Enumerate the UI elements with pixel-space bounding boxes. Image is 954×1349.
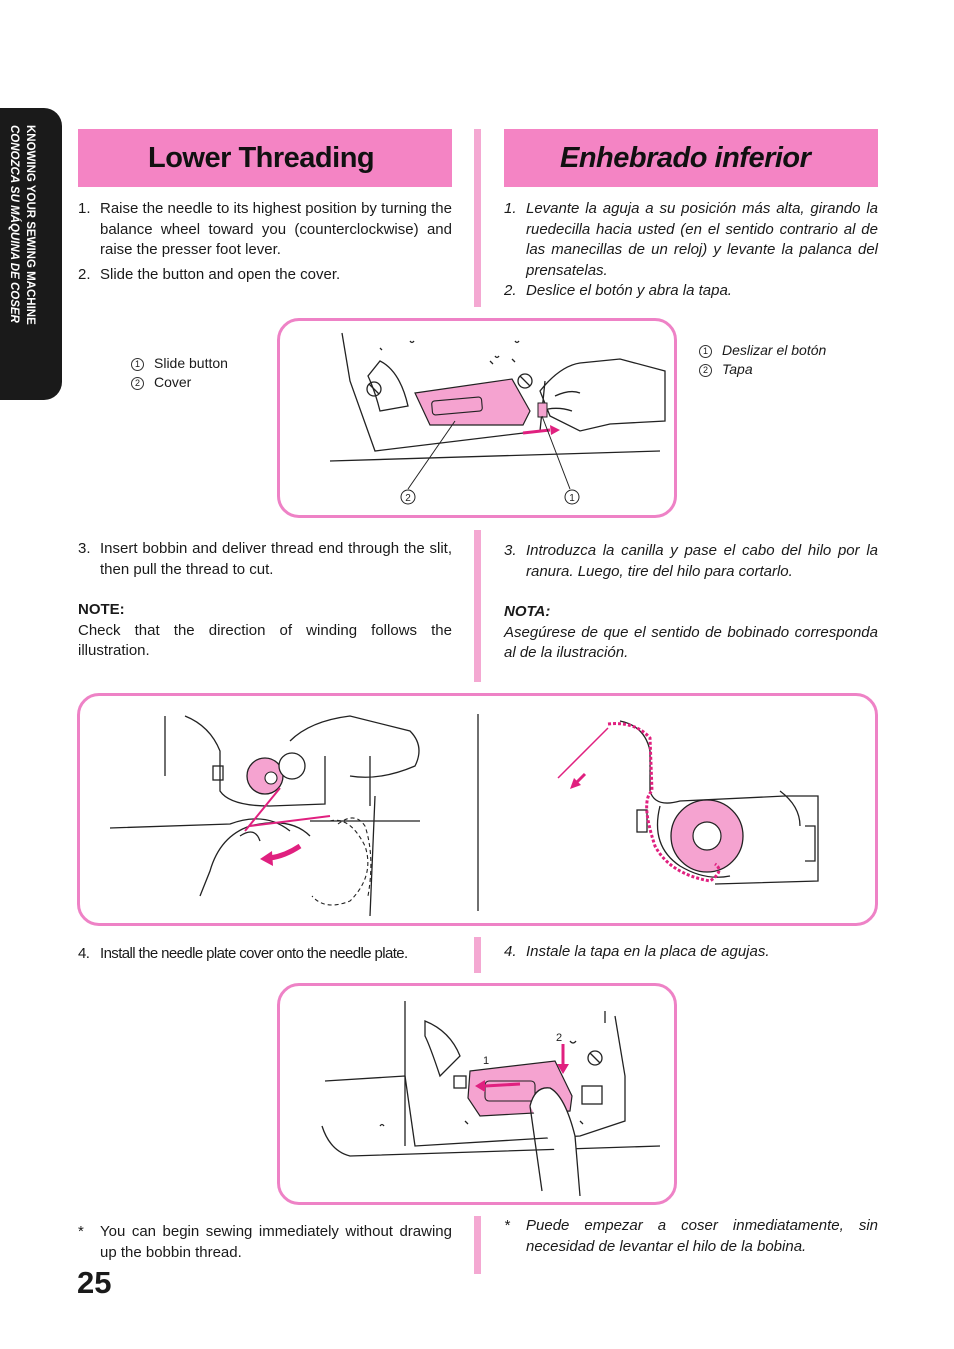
- callout-cover: 2: [405, 493, 411, 504]
- english-note-heading: NOTE:: [78, 601, 125, 618]
- spanish-step-4-block: [504, 942, 878, 963]
- spanish-legend: 1 Deslizar el botón 2 Tapa: [699, 341, 826, 379]
- spanish-step-3: 3. Introduzca la canilla y pase el cabo del hilo por la ranura. Luego, tire del hilo para cortarlo.: [504, 542, 878, 580]
- english-steps-1-2: [78, 199, 452, 285]
- english-step-4-block: [78, 944, 452, 965]
- figure3-label-1: 1: [483, 1055, 490, 1067]
- english-step-3-block: [78, 539, 452, 662]
- spanish-title: Enhebrado inferior: [560, 142, 811, 174]
- spanish-note-heading: NOTA:: [504, 603, 551, 620]
- spanish-title-box: [504, 129, 878, 187]
- spanish-step-2: 2. Deslice el botón y abra la tapa.: [504, 282, 732, 299]
- spanish-note-text: Asegúrese de que el sentido de bobinado corresponda al de la ilustración.: [504, 623, 878, 661]
- illustration-insert-bobbin: [80, 696, 875, 923]
- column-divider: [474, 1216, 481, 1274]
- column-divider: [474, 530, 481, 682]
- illustration-install-cover: [280, 986, 674, 1202]
- english-step-1: 1. Raise the needle to its highest position by turning the balance wheel toward you (counterclockwise) and raise the presser foot lever.: [78, 200, 452, 258]
- english-step-4: 4. Install the needle plate cover onto the needle plate.: [78, 945, 408, 962]
- figure3-label-2: 2: [556, 1032, 563, 1044]
- english-step-3: 3. Insert bobbin and deliver thread end through the slit, then pull the thread to cut.: [78, 540, 452, 578]
- page-number: 25: [77, 1265, 112, 1300]
- spanish-footnote-block: [504, 1216, 878, 1257]
- english-note-text: Check that the direction of winding follows the illustration.: [78, 621, 452, 659]
- column-divider: [474, 129, 481, 307]
- figure-insert-bobbin: [77, 693, 878, 926]
- english-footnote: * You can begin sewing immediately without drawing up the bobbin thread.: [78, 1223, 452, 1261]
- english-footnote-block: [78, 1222, 452, 1263]
- side-tab-english: KNOWING YOUR SEWING MACHINE: [24, 125, 36, 325]
- english-step-2: 2. Slide the button and open the cover.: [78, 265, 341, 283]
- english-title-box: [78, 129, 452, 187]
- english-title: Lower Threading: [148, 142, 375, 174]
- side-tab-spanish: CONOZCA SU MÁQUINA DE COSER: [8, 125, 20, 323]
- english-legend: 1 Slide button 2 Cover: [131, 354, 228, 392]
- spanish-steps-1-2: [504, 199, 878, 302]
- spanish-step-3-block: [504, 541, 878, 664]
- column-divider: [474, 937, 481, 973]
- spanish-footnote: * Puede empezar a coser inmediatamente, sin necesidad de levantar el hilo de la bobina.: [504, 1217, 878, 1255]
- figure-open-cover: [277, 318, 677, 518]
- callout-slide-button: 1: [569, 493, 575, 504]
- figure-install-cover: [277, 983, 677, 1205]
- illustration-open-cover: [280, 321, 674, 515]
- spanish-step-1: 1. Levante la aguja a su posición más alta, girando la ruedecilla hacia usted (en el sentido contrario al de las manecillas de un reloj) y levante la palanca del prensatelas.: [504, 200, 878, 279]
- spanish-step-4: 4. Instale la tapa en la placa de agujas.: [504, 943, 770, 960]
- side-tab-text: [6, 125, 38, 325]
